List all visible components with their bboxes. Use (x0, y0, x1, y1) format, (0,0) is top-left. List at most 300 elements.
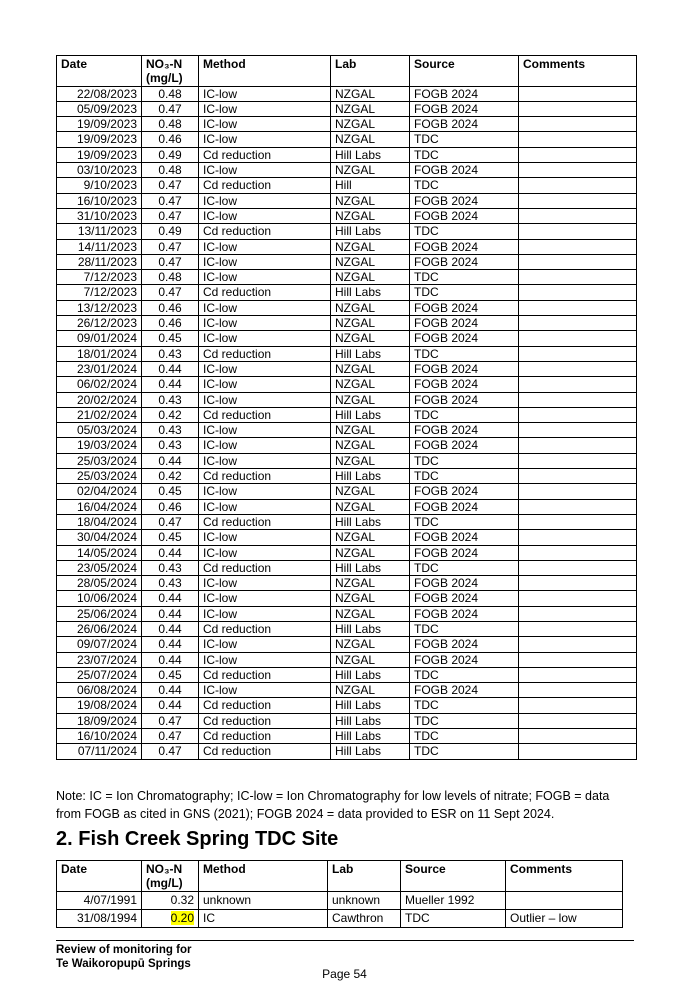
cell-source: FOGB 2024 (410, 606, 519, 621)
cell-date: 16/10/2023 (57, 193, 142, 208)
cell-lab: NZGAL (331, 606, 410, 621)
table-row (57, 300, 637, 315)
cell-comments (519, 300, 637, 315)
cell-comments (519, 239, 637, 254)
cell-comments (519, 545, 637, 560)
page-number: Page 54 (322, 967, 367, 981)
header-date: Date (57, 861, 142, 892)
cell-date: 21/02/2024 (57, 407, 142, 422)
table-row (57, 101, 637, 116)
header-comments: Comments (506, 861, 623, 892)
footer-title-line2: Te Waikoropupū Springs (56, 958, 191, 970)
cell-lab: NZGAL (331, 193, 410, 208)
cell-source: Mueller 1992 (401, 891, 506, 909)
cell-comments (519, 178, 637, 193)
cell-source: TDC (410, 147, 519, 162)
cell-value (142, 909, 199, 927)
cell-source: FOGB 2024 (410, 193, 519, 208)
cell-value: 0.47 (142, 713, 199, 728)
cell-source: TDC (410, 713, 519, 728)
cell-lab: NZGAL (331, 591, 410, 606)
cell-lab: NZGAL (331, 499, 410, 514)
cell-source: FOGB 2024 (410, 530, 519, 545)
cell-comments (519, 86, 637, 101)
cell-comments (519, 117, 637, 132)
table-row (57, 652, 637, 667)
cell-source: TDC (410, 469, 519, 484)
cell-lab: NZGAL (331, 270, 410, 285)
table-row (57, 178, 637, 193)
cell-source: TDC (410, 178, 519, 193)
cell-date: 05/03/2024 (57, 423, 142, 438)
cell-comments (519, 591, 637, 606)
cell-method: Cd reduction (199, 667, 331, 682)
table-header-row (57, 56, 637, 87)
cell-method: IC-low (199, 576, 331, 591)
cell-comments (506, 891, 623, 909)
table-row (57, 407, 637, 422)
cell-method: IC-low (199, 361, 331, 376)
cell-value: 0.47 (142, 193, 199, 208)
cell-lab: Hill Labs (331, 713, 410, 728)
cell-value: 0.45 (142, 331, 199, 346)
cell-value: 0.42 (142, 469, 199, 484)
table-row (57, 530, 637, 545)
table-row (57, 224, 637, 239)
cell-source: TDC (410, 407, 519, 422)
cell-source: TDC (410, 621, 519, 636)
cell-date: 07/11/2024 (57, 744, 142, 759)
cell-date: 26/06/2024 (57, 621, 142, 636)
cell-comments (519, 499, 637, 514)
cell-method: IC-low (199, 591, 331, 606)
cell-source: TDC (410, 698, 519, 713)
table-row (57, 499, 637, 514)
cell-source: FOGB 2024 (410, 117, 519, 132)
cell-comments (519, 147, 637, 162)
cell-comments (519, 285, 637, 300)
cell-method: IC-low (199, 683, 331, 698)
cell-date: 7/12/2023 (57, 270, 142, 285)
cell-source: FOGB 2024 (410, 316, 519, 331)
cell-comments (519, 560, 637, 575)
cell-lab: NZGAL (331, 208, 410, 223)
cell-date: 25/03/2024 (57, 469, 142, 484)
cell-method: IC-low (199, 101, 331, 116)
cell-date: 19/09/2023 (57, 117, 142, 132)
table-row (57, 254, 637, 269)
cell-lab: Hill (331, 178, 410, 193)
cell-value: 0.47 (142, 208, 199, 223)
cell-method: Cd reduction (199, 346, 331, 361)
cell-date: 4/07/1991 (57, 891, 142, 909)
cell-lab: Hill Labs (331, 729, 410, 744)
cell-source: FOGB 2024 (410, 163, 519, 178)
cell-date: 02/04/2024 (57, 484, 142, 499)
table-row (57, 392, 637, 407)
cell-value: 0.44 (142, 683, 199, 698)
cell-source: TDC (410, 285, 519, 300)
table-row (57, 117, 637, 132)
cell-value: 0.48 (142, 86, 199, 101)
cell-date: 7/12/2023 (57, 285, 142, 300)
cell-method: IC-low (199, 637, 331, 652)
cell-comments (519, 316, 637, 331)
cell-date: 18/04/2024 (57, 514, 142, 529)
cell-method: Cd reduction (199, 224, 331, 239)
cell-comments (519, 423, 637, 438)
table-row (57, 891, 623, 909)
cell-date: 16/04/2024 (57, 499, 142, 514)
cell-method: IC-low (199, 499, 331, 514)
cell-source: TDC (410, 346, 519, 361)
cell-lab: NZGAL (331, 423, 410, 438)
table-note: Note: IC = Ion Chromatography; IC-low = Ion Chromatography for low levels of nitrate; FOGB = data from FOGB as cited in GNS (2021); FOGB 2024 = data provided to ESR on 11 Sept 2024. (56, 789, 610, 821)
cell-comments (519, 606, 637, 621)
cell-method: IC-low (199, 423, 331, 438)
cell-method: IC-low (199, 193, 331, 208)
cell-source: FOGB 2024 (410, 239, 519, 254)
cell-method: Cd reduction (199, 729, 331, 744)
cell-method: IC-low (199, 545, 331, 560)
cell-method: IC-low (199, 606, 331, 621)
cell-date: 30/04/2024 (57, 530, 142, 545)
cell-method: Cd reduction (199, 744, 331, 759)
table-row (57, 545, 637, 560)
cell-lab: Hill Labs (331, 744, 410, 759)
cell-lab: NZGAL (331, 545, 410, 560)
table-row (57, 698, 637, 713)
cell-value: 0.44 (142, 698, 199, 713)
cell-source: FOGB 2024 (410, 101, 519, 116)
cell-method: IC-low (199, 530, 331, 545)
table-row (57, 469, 637, 484)
table-row (57, 713, 637, 728)
cell-comments (519, 713, 637, 728)
table-row (57, 132, 637, 147)
cell-value: 0.44 (142, 377, 199, 392)
section-heading: 2. Fish Creek Spring TDC Site (56, 828, 339, 850)
cell-method: Cd reduction (199, 469, 331, 484)
cell-lab: Hill Labs (331, 514, 410, 529)
cell-comments (519, 514, 637, 529)
cell-lab: NZGAL (331, 377, 410, 392)
cell-comments (519, 667, 637, 682)
cell-method: Cd reduction (199, 285, 331, 300)
cell-value: 0.47 (142, 254, 199, 269)
cell-comments (519, 453, 637, 468)
cell-value: 0.46 (142, 499, 199, 514)
cell-comments (519, 193, 637, 208)
cell-source: FOGB 2024 (410, 683, 519, 698)
cell-value: 0.44 (142, 361, 199, 376)
header-lab: Lab (328, 861, 401, 892)
cell-value: 0.32 (142, 891, 199, 909)
cell-lab: NZGAL (331, 652, 410, 667)
cell-source: TDC (410, 667, 519, 682)
table-row (57, 484, 637, 499)
cell-lab: NZGAL (331, 453, 410, 468)
cell-source: TDC (410, 270, 519, 285)
table-row (57, 667, 637, 682)
cell-source: FOGB 2024 (410, 591, 519, 606)
header-comments: Comments (519, 56, 637, 87)
cell-lab: Hill Labs (331, 667, 410, 682)
table-row (57, 744, 637, 759)
nitrate-table-fish-creek (56, 860, 623, 928)
cell-date: 26/12/2023 (57, 316, 142, 331)
cell-lab: unknown (328, 891, 401, 909)
cell-source: FOGB 2024 (410, 331, 519, 346)
cell-date: 25/03/2024 (57, 453, 142, 468)
cell-comments (519, 637, 637, 652)
cell-method: Cd reduction (199, 514, 331, 529)
cell-lab: NZGAL (331, 254, 410, 269)
cell-value: 0.48 (142, 163, 199, 178)
table-row (57, 606, 637, 621)
table-row (57, 208, 637, 223)
cell-method: Cd reduction (199, 621, 331, 636)
header-method: Method (199, 861, 328, 892)
cell-lab: NZGAL (331, 576, 410, 591)
cell-method: Cd reduction (199, 698, 331, 713)
cell-value: 0.44 (142, 545, 199, 560)
cell-date: 22/08/2023 (57, 86, 142, 101)
cell-lab: NZGAL (331, 530, 410, 545)
cell-date: 14/11/2023 (57, 239, 142, 254)
cell-source: FOGB 2024 (410, 438, 519, 453)
cell-source: FOGB 2024 (410, 576, 519, 591)
cell-method: IC-low (199, 239, 331, 254)
table-row (57, 331, 637, 346)
cell-source: FOGB 2024 (410, 423, 519, 438)
table-row (57, 147, 637, 162)
cell-lab: NZGAL (331, 86, 410, 101)
cell-method: IC-low (199, 132, 331, 147)
table-body (57, 86, 637, 759)
cell-date: 06/02/2024 (57, 377, 142, 392)
cell-value: 0.43 (142, 346, 199, 361)
cell-date: 28/05/2024 (57, 576, 142, 591)
cell-comments (519, 377, 637, 392)
cell-value: 0.44 (142, 591, 199, 606)
cell-date: 23/07/2024 (57, 652, 142, 667)
cell-lab: NZGAL (331, 331, 410, 346)
cell-lab: NZGAL (331, 683, 410, 698)
cell-value: 0.43 (142, 576, 199, 591)
cell-date: 10/06/2024 (57, 591, 142, 606)
cell-lab: NZGAL (331, 392, 410, 407)
table-row (57, 683, 637, 698)
table-row (57, 514, 637, 529)
cell-date: 19/09/2023 (57, 147, 142, 162)
highlighted-value: 0.20 (170, 910, 194, 925)
cell-lab: NZGAL (331, 316, 410, 331)
cell-value: 0.46 (142, 316, 199, 331)
table-header-row (57, 861, 623, 892)
cell-value: 0.47 (142, 744, 199, 759)
cell-date: 25/07/2024 (57, 667, 142, 682)
table-row (57, 560, 637, 575)
cell-comments (519, 729, 637, 744)
cell-comments (519, 744, 637, 759)
cell-value: 0.46 (142, 132, 199, 147)
cell-date: 14/05/2024 (57, 545, 142, 560)
header-lab: Lab (331, 56, 410, 87)
cell-comments (519, 208, 637, 223)
table-row (57, 86, 637, 101)
cell-comments (519, 270, 637, 285)
cell-lab: Hill Labs (331, 621, 410, 636)
cell-comments (519, 392, 637, 407)
cell-method: IC-low (199, 300, 331, 315)
cell-value: 0.43 (142, 423, 199, 438)
cell-lab: Cawthron (328, 909, 401, 927)
cell-lab: NZGAL (331, 117, 410, 132)
header-source: Source (401, 861, 506, 892)
cell-comments (519, 438, 637, 453)
cell-date: 28/11/2023 (57, 254, 142, 269)
cell-value: 0.44 (142, 606, 199, 621)
table-row (57, 621, 637, 636)
cell-date: 23/01/2024 (57, 361, 142, 376)
cell-method: IC-low (199, 254, 331, 269)
table-row (57, 346, 637, 361)
cell-source: FOGB 2024 (410, 300, 519, 315)
cell-source: FOGB 2024 (410, 392, 519, 407)
cell-lab: NZGAL (331, 163, 410, 178)
cell-value: 0.46 (142, 300, 199, 315)
cell-source: FOGB 2024 (410, 208, 519, 223)
cell-value: 0.44 (142, 453, 199, 468)
cell-source: TDC (410, 729, 519, 744)
cell-value: 0.42 (142, 407, 199, 422)
cell-value: 0.44 (142, 621, 199, 636)
cell-value: 0.49 (142, 224, 199, 239)
header-value (142, 861, 199, 892)
cell-value: 0.47 (142, 239, 199, 254)
footer-title-line1: Review of monitoring for (56, 944, 192, 956)
cell-method: IC-low (199, 377, 331, 392)
cell-comments (519, 484, 637, 499)
table-row (57, 909, 623, 927)
cell-source: FOGB 2024 (410, 637, 519, 652)
cell-value: 0.44 (142, 652, 199, 667)
cell-value: 0.47 (142, 729, 199, 744)
cell-date: 31/08/1994 (57, 909, 142, 927)
cell-value: 0.47 (142, 514, 199, 529)
cell-lab: NZGAL (331, 637, 410, 652)
cell-method: Cd reduction (199, 147, 331, 162)
cell-source: TDC (410, 224, 519, 239)
cell-comments (519, 407, 637, 422)
cell-date: 19/09/2023 (57, 132, 142, 147)
cell-source: TDC (410, 132, 519, 147)
cell-comments (519, 652, 637, 667)
cell-comments (519, 621, 637, 636)
cell-method: Cd reduction (199, 178, 331, 193)
cell-value: 0.45 (142, 484, 199, 499)
cell-method: Cd reduction (199, 560, 331, 575)
table-row (57, 316, 637, 331)
header-value (142, 56, 199, 87)
cell-value: 0.48 (142, 270, 199, 285)
table-row (57, 438, 637, 453)
cell-source: FOGB 2024 (410, 86, 519, 101)
table-row (57, 729, 637, 744)
cell-source: FOGB 2024 (410, 499, 519, 514)
cell-lab: Hill Labs (331, 698, 410, 713)
cell-method: Cd reduction (199, 713, 331, 728)
cell-method: IC-low (199, 484, 331, 499)
cell-method: IC (199, 909, 328, 927)
cell-source: FOGB 2024 (410, 377, 519, 392)
table-row (57, 285, 637, 300)
header-value-label: NO₃-N (mg/L) (146, 862, 183, 891)
cell-date: 18/09/2024 (57, 713, 142, 728)
cell-date: 18/01/2024 (57, 346, 142, 361)
cell-method: IC-low (199, 316, 331, 331)
cell-value: 0.43 (142, 392, 199, 407)
table-row (57, 193, 637, 208)
cell-method: IC-low (199, 438, 331, 453)
cell-comments: Outlier – low (506, 909, 623, 927)
cell-method: IC-low (199, 392, 331, 407)
cell-method: IC-low (199, 86, 331, 101)
cell-source: FOGB 2024 (410, 545, 519, 560)
cell-source: TDC (410, 514, 519, 529)
cell-lab: NZGAL (331, 484, 410, 499)
cell-comments (519, 163, 637, 178)
table-row (57, 637, 637, 652)
header-method: Method (199, 56, 331, 87)
cell-lab: NZGAL (331, 300, 410, 315)
table-row (57, 163, 637, 178)
cell-date: 16/10/2024 (57, 729, 142, 744)
cell-date: 19/03/2024 (57, 438, 142, 453)
cell-lab: NZGAL (331, 361, 410, 376)
cell-comments (519, 331, 637, 346)
table-row (57, 576, 637, 591)
cell-comments (519, 576, 637, 591)
cell-lab: Hill Labs (331, 346, 410, 361)
table-row (57, 270, 637, 285)
cell-source: TDC (410, 453, 519, 468)
cell-method: IC-low (199, 652, 331, 667)
table-row (57, 423, 637, 438)
cell-date: 09/01/2024 (57, 331, 142, 346)
cell-value: 0.47 (142, 285, 199, 300)
cell-comments (519, 698, 637, 713)
cell-comments (519, 469, 637, 484)
cell-value: 0.45 (142, 667, 199, 682)
cell-lab: Hill Labs (331, 560, 410, 575)
cell-value: 0.45 (142, 530, 199, 545)
cell-comments (519, 101, 637, 116)
cell-value: 0.43 (142, 438, 199, 453)
cell-date: 20/02/2024 (57, 392, 142, 407)
table-row (57, 361, 637, 376)
cell-date: 13/11/2023 (57, 224, 142, 239)
cell-lab: Hill Labs (331, 147, 410, 162)
cell-comments (519, 346, 637, 361)
table-body (57, 891, 623, 927)
cell-comments (519, 530, 637, 545)
cell-value: 0.44 (142, 637, 199, 652)
cell-value: 0.48 (142, 117, 199, 132)
cell-lab: NZGAL (331, 132, 410, 147)
cell-comments (519, 132, 637, 147)
